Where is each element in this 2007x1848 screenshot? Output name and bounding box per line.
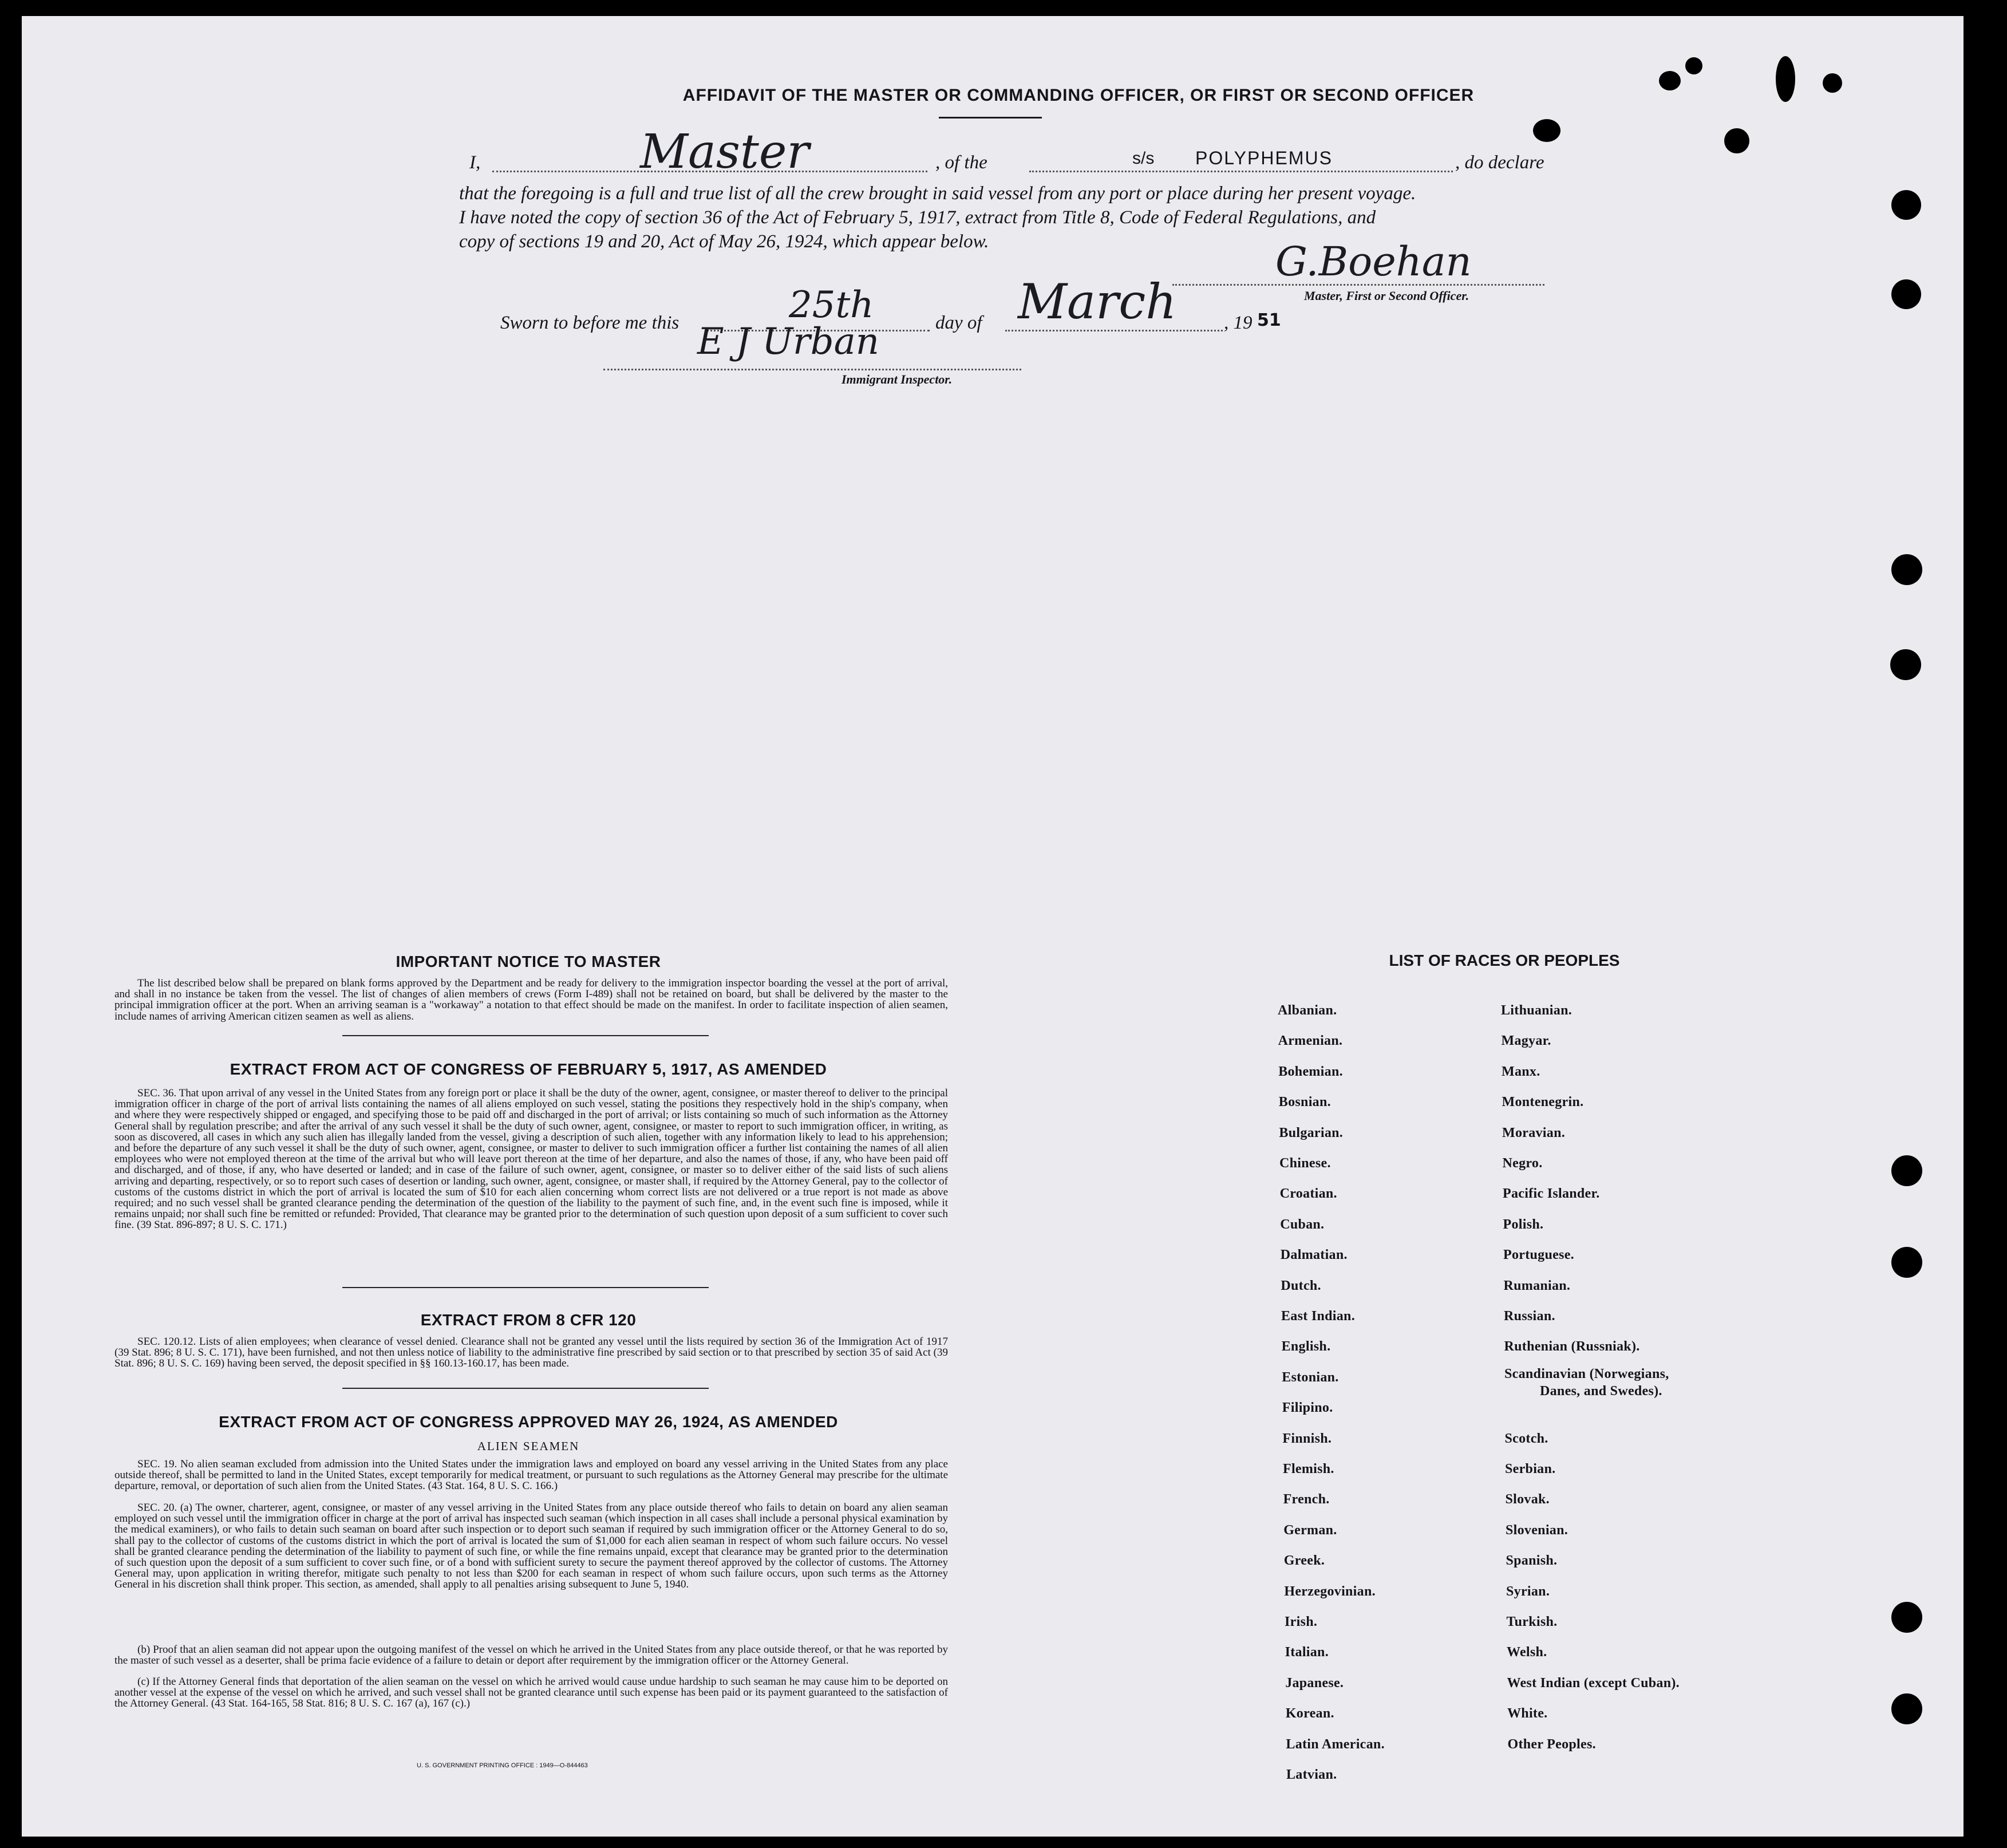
race-item: Bohemian. [1278, 1064, 1343, 1079]
sworn-day: 25th [789, 284, 874, 326]
race-item: Bulgarian. [1279, 1125, 1344, 1140]
race-item: Portuguese. [1503, 1247, 1574, 1263]
race-item: Scandinavian (Norwegians, [1504, 1367, 1669, 1382]
alien-seamen-subheading: ALIEN SEAMEN [477, 1439, 580, 1453]
race-item: Danes, and Swedes). [1540, 1384, 1662, 1399]
vessel-name: POLYPHEMUS [1195, 148, 1333, 168]
race-item: Spanish. [1506, 1553, 1558, 1569]
race-item: White. [1507, 1706, 1548, 1721]
race-item: Montenegrin. [1502, 1095, 1584, 1110]
race-item: Korean. [1285, 1706, 1334, 1721]
punch-hole [1891, 1693, 1922, 1724]
race-item: Japanese. [1285, 1675, 1344, 1691]
race-item: Irish. [1285, 1614, 1318, 1629]
extract-1917-text: SEC. 36. That upon arrival of any vessel in the United States from any foreign port or place it shall be the duty of the owner, agent, consignee, or master thereof to deliver to the principal immigration officer in charge of the port of arrival lists containing the names of all aliens employed on such vessel, stating the positions they respectively hold in the ship's company, when and where they were respectively shipped or engaged, and specifying those to be paid off and discharged in the port of arrival; or lists containing so much of such information as the Attorney General shall by regulation prescribe; and after the arrival of any such vessel it shall be the duty of such owner, agent, consignee, or master to report to such immigration officer, in writing, as soon as discovered, all cases in which any such alien has illegally landed from the vessel, giving a description of such alien, together with any information likely to lead to his apprehension; and before the departure of any such vessel it shall be the duty of such owner, agent, consignee, or master to deliver to such immigration officer a further list containing the names of all alien employees who were not employed thereon at the time of the arrival but who will leave port thereon at the time of her departure, and also the names of those, if any, who have been paid off and discharged, and of those, if any, who have deserted or landed; and in case of the failure of such owner, agent, consignee, or master so to deliver either of the said lists of such aliens arriving and departing, respectively, or so to report such cases of desertion or landing, such owner, agent, consignee, or master shall, if required by the Attorney General, pay to the collector of customs of the customs district in which the port of arrival is located the sum of $10 for each alien concerning whom correct lists are not delivered or a true report is not made as above required; and no such vessel shall be granted clearance pending the determination of the question of the liability to the payment of such fine, and, in the event such fine is imposed, while it remains unpaid; nor shall such fine be remitted or refunded: Provided, That clearance may be granted prior to the determination of such question upon deposit of a sum sufficient to cover such fine. (39 Stat. 896-897; 8 U. S. C. 171.) [114, 1087, 948, 1231]
section-divider [342, 1035, 709, 1036]
race-item: Herzegovinian. [1284, 1584, 1376, 1599]
affidavit-line4: copy of sections 19 and 20, Act of May 26, 1924, which appear below. [459, 231, 989, 252]
race-item: Italian. [1285, 1645, 1329, 1660]
affidavit-heading: AFFIDAVIT OF THE MASTER OR COMMANDING OFFICER, OR FIRST OR SECOND OFFICER [682, 86, 1475, 105]
sworn-prefix: Sworn to before me this [500, 313, 679, 333]
punch-hole [1685, 57, 1702, 74]
race-item: Dutch. [1281, 1278, 1321, 1293]
race-item: Magyar. [1501, 1033, 1551, 1049]
races-heading: LIST OF RACES OR PEOPLES [1389, 951, 1620, 969]
race-item: Filipino. [1282, 1400, 1333, 1416]
race-item: Slovak. [1505, 1492, 1550, 1507]
heading-rule [939, 117, 1042, 119]
race-item: Flemish. [1283, 1462, 1334, 1476]
extract-cfr-heading: EXTRACT FROM 8 CFR 120 [420, 1311, 637, 1329]
section-divider [342, 1287, 709, 1288]
master-handwritten: Master [640, 125, 809, 179]
race-item: Ruthenian (Russniak). [1504, 1339, 1640, 1355]
race-item: Lithuanian. [1501, 1003, 1573, 1018]
race-item: Dalmatian. [1280, 1247, 1348, 1263]
vessel-prefix: s/s [1132, 149, 1155, 168]
affidavit-of-the: , of the [935, 152, 987, 173]
affidavit-line2: that the foregoing is a full and true list of all the crew brought in said vessel from any port or place during her present voyage. [459, 183, 1416, 204]
master-signature: G.Boehan [1275, 238, 1472, 285]
race-item: Albanian. [1278, 1003, 1337, 1018]
race-item: Serbian. [1505, 1462, 1556, 1476]
race-item: Pacific Islander. [1503, 1186, 1600, 1202]
race-item: Croatian. [1279, 1186, 1337, 1202]
signature-caption: Master, First or Second Officer. [1304, 289, 1469, 303]
race-item: Bosnian. [1278, 1095, 1331, 1110]
section-divider [342, 1388, 709, 1389]
race-item: German. [1283, 1522, 1337, 1538]
race-item: Welsh. [1507, 1645, 1547, 1660]
race-item: Finnish. [1282, 1431, 1332, 1446]
sec20a-text: SEC. 20. (a) The owner, charterer, agent, consignee, or master of any vessel arriving in the United States from any place outside thereof who fails to detain on board any alien seaman employed on such vessel until the immigration officer in charge at the port of arrival has inspected such seaman (which inspection in all cases shall include a personal physical examination by the medical examiners), or who fails to detain such seaman on board after such inspection or to deport such seaman if required by such immigration officer or the Attorney General to do so, shall pay to the collector of customs of the customs district in which the port of arrival is located the sum of $1,000 for each alien seaman in respect of whom such failure occurs. No vessel shall be granted clearance pending the determination of the liability to payment of such fine, or while the fine remains unpaid, except that clearance may be granted prior to the determination of such question upon the deposit of a sum sufficient to cover such fine, or of a bond with sufficient surety to secure the payment thereof approved by the collector of customs. The Attorney General may, upon application in writing therefor, mitigate such penalty to not less than $200 for each seaman in respect of whom such failure occurs, upon such terms as the Attorney General in his discretion shall think proper. This section, as amended, shall apply to all penalties arising subsequent to June 5, 1940. [114, 1502, 948, 1591]
inspector-caption: Immigrant Inspector. [841, 372, 953, 386]
punch-hole [1533, 119, 1560, 142]
inspector-line [603, 369, 1021, 370]
punch-hole [1891, 190, 1921, 220]
race-item: Rumanian. [1503, 1278, 1571, 1293]
race-item: Latin American. [1286, 1736, 1385, 1752]
race-item: Chinese. [1279, 1156, 1331, 1171]
race-item: Latvian. [1286, 1767, 1337, 1782]
race-item: Slovenian. [1506, 1522, 1569, 1538]
race-item: Moravian. [1502, 1125, 1566, 1140]
sec19-text: SEC. 19. No alien seaman excluded from admission into the United States under the immigration laws and employed on board any vessel arriving in the United States from any place outside thereof, shall be permitted to land in the United States, except temporarily for medical treatment, or pursuant to such regulations as the Attorney General may prescribe for the ultimate departure, removal, or deportation of such alien from the United States. (43 Stat. 164, 8 U. S. C. 166.) [114, 1458, 948, 1492]
punch-hole [1891, 279, 1921, 309]
race-item: Russian. [1504, 1309, 1555, 1324]
inspector-signature: E J Urban [697, 321, 879, 363]
race-item: Manx. [1502, 1064, 1540, 1079]
race-item: East Indian. [1281, 1309, 1355, 1324]
race-item: Cuban. [1280, 1217, 1325, 1232]
punch-hole [1891, 1602, 1922, 1633]
race-item: Polish. [1503, 1217, 1544, 1232]
race-item: French. [1283, 1492, 1330, 1507]
race-item: Syrian. [1506, 1584, 1550, 1599]
race-item: Negro. [1502, 1156, 1543, 1171]
race-item: English. [1281, 1339, 1331, 1355]
punch-hole [1891, 554, 1922, 585]
punch-hole [1891, 1247, 1922, 1278]
sworn-month: March [1018, 274, 1177, 330]
sec20b-text: (b) Proof that an alien seaman did not appear upon the outgoing manifest of the vessel on which he arrived in the United States from any place outside thereof, or that he was reported by the master of such vessel as a deserter, shall be prima facie evidence of a failure to detain or deport after requirement by the immigration officer or the Attorney General. [114, 1644, 948, 1667]
sec20c-text: (c) If the Attorney General finds that deportation of the alien seaman on the vessel on which he arrived would cause undue hardship to such seaman he may cause him to be deported on another vessel at the expense of the vessel on which he arrived, and such vessel shall not be granted clearance until such expense has been paid or its payment guaranteed to the satisfaction of the Attorney General. (43 Stat. 164-165, 58 Stat. 816; 8 U. S. C. 167 (a), 167 (c).) [114, 1676, 948, 1710]
punch-hole [1890, 649, 1921, 680]
document-page [22, 16, 1963, 1837]
race-item: Other Peoples. [1507, 1736, 1596, 1752]
affidavit-i: I, [469, 152, 481, 173]
extract-1924-heading: EXTRACT FROM ACT OF CONGRESS APPROVED MAY 26, 1924, AS AMENDED [219, 1413, 838, 1431]
race-item: West Indian (except Cuban). [1507, 1675, 1680, 1691]
extract-cfr-text: SEC. 120.12. Lists of alien employees; when clearance of vessel denied. Clearance shall not be granted any vessel until the lists required by section 36 of the Immigration Act of 1917 (39 Stat. 896; 8 U. S. C. 171), have been furnished, and not then unless notice of liability to the administrative fine prescribed by said section or to that prescribed by section 35 of said Act (39 Stat. 896; 8 U. S. C. 169) having been served, the deposit specified in §§ 160.13-160.17, has been made. [114, 1336, 948, 1370]
punch-hole [1891, 1155, 1922, 1186]
notice-heading: IMPORTANT NOTICE TO MASTER [396, 953, 661, 970]
day-of: day of [935, 313, 982, 333]
race-item: Turkish. [1506, 1614, 1558, 1629]
race-item: Armenian. [1278, 1033, 1343, 1049]
year-prefix: , 19 [1224, 313, 1253, 333]
affidavit-do-declare: , do declare [1455, 152, 1544, 173]
race-item: Greek. [1283, 1553, 1325, 1569]
vessel-blank [1029, 171, 1453, 172]
extract-1917-heading: EXTRACT FROM ACT OF CONGRESS OF FEBRUARY 5, 1917, AS AMENDED [230, 1060, 827, 1078]
punch-hole [1724, 128, 1749, 153]
month-blank [1005, 330, 1223, 331]
notice-text: The list described below shall be prepared on blank forms approved by the Department and be ready for delivery to the immigration inspector boarding the vessel at the port of arrival, and shall in no instance be taken from the vessel. The list of changes of alien members of crews (Form I-489) shall not be retained on board, but shall be delivered by the master to the principal immigration officer at the port. When an arriving seaman is a "workaway" a notation to that effect should be made on the manifest. In order to facilitate inspection of alien seamen, include names of arriving American citizen seamen as well as aliens. [114, 977, 948, 1022]
race-item: Scotch. [1504, 1431, 1548, 1446]
affidavit-line3: I have noted the copy of section 36 of the Act of February 5, 1917, extract from Title 8, Code of Federal Regulations, and [459, 207, 1376, 228]
printing-office-footer: U. S. GOVERNMENT PRINTING OFFICE : 1949—O-844463 [417, 1762, 588, 1769]
year-suffix: 51 [1257, 310, 1281, 330]
race-item: Estonian. [1282, 1369, 1339, 1385]
